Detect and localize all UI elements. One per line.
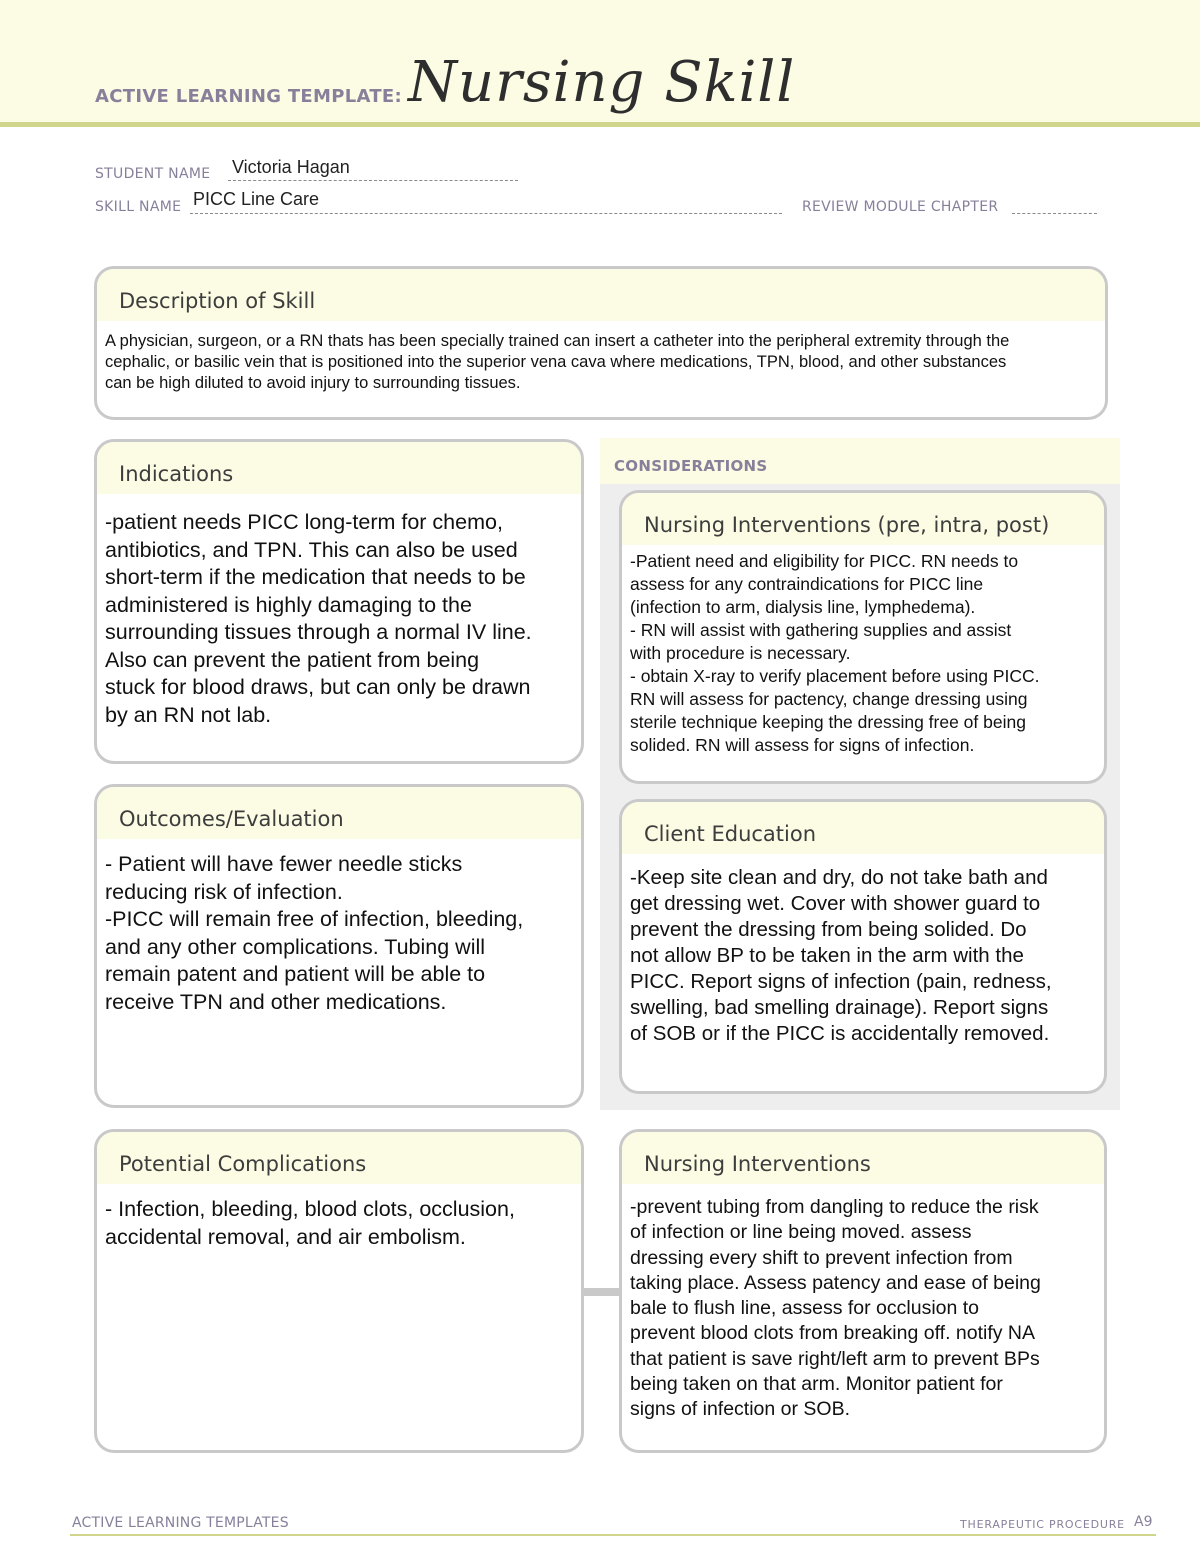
nursing-interventions-ppp-text[interactable]: -Patient need and eligibility for PICC. RN needs to assess for any contraindications for PICC line (infection to arm, dialysis line, lymphedema). - RN will assist with gathering supplies and assist with procedure is necessary. - obtain X-ray to verify placement before using PICC. RN will assess for pactency, change dressing using sterile technique keeping the dressing free of being solided. RN will assess for signs of infection.	[630, 551, 1040, 755]
indications-text[interactable]: -patient needs PICC long-term for chemo, antibiotics, and TPN. This can also be used short-term if the medication that needs to be administered is highly damaging to the surrounding tissues through a normal IV line. Also can prevent the patient from being stuck for blood draws, but can only be drawn by an RN not lab.	[105, 510, 532, 727]
skill-name-field[interactable]: PICC Line Care	[193, 189, 320, 209]
complications-card	[94, 1129, 584, 1453]
complications-text[interactable]: - Infection, bleeding, blood clots, occlusion, accidental removal, and air embolism.	[105, 1197, 515, 1249]
outcomes-card	[94, 784, 584, 1108]
nursing-interventions-heading: Nursing Interventions	[622, 1132, 1104, 1184]
footer-right: THERAPEUTIC PROCEDURE	[960, 1518, 1125, 1531]
student-name-line	[228, 180, 518, 181]
page-number: A9	[1134, 1514, 1153, 1530]
description-card	[94, 266, 1108, 420]
nursing-interventions-ppp-heading: Nursing Interventions (pre, intra, post)	[622, 493, 1104, 545]
card-connector	[583, 1288, 621, 1296]
header-rule	[0, 122, 1200, 127]
outcomes-text[interactable]: - Patient will have fewer needle sticks reducing risk of infection. -PICC will remain free of infection, bleeding, and any other complications. Tubing will remain patent and patient will be able to receive TPN and other medications.	[105, 852, 524, 1014]
client-education-text[interactable]: -Keep site clean and dry, do not take bath and get dressing wet. Cover with shower guard to prevent the dressing from being solided. Do not allow BP to be taken in the arm with the PICC. Report signs of infection (pain, redness, swelling, bad smelling drainage). Report signs of SOB or if the PICC is accidentally removed.	[630, 866, 1052, 1045]
nursing-interventions-card	[619, 1129, 1107, 1453]
footer-rule	[70, 1534, 1156, 1536]
skill-name-label: SKILL NAME	[95, 199, 182, 215]
client-education-heading: Client Education	[622, 802, 1104, 854]
description-text[interactable]: A physician, surgeon, or a RN thats has been specially trained can insert a catheter into the peripheral extremity through the cephalic, or basilic vein that is positioned into the superior vena cava where medications, TPN, blood, and other substances can be high diluted to avoid injury to surrounding tissues.	[105, 332, 1010, 392]
indications-heading: Indications	[97, 442, 581, 494]
template-label: ACTIVE LEARNING TEMPLATE:	[95, 86, 402, 107]
outcomes-heading: Outcomes/Evaluation	[97, 787, 581, 839]
student-name-field[interactable]: Victoria Hagan	[232, 157, 350, 177]
considerations-label: CONSIDERATIONS	[614, 457, 768, 475]
complications-heading: Potential Complications	[97, 1132, 581, 1184]
indications-card	[94, 439, 584, 764]
client-education-card	[619, 799, 1107, 1094]
review-module-label: REVIEW MODULE CHAPTER	[802, 199, 999, 215]
review-module-line	[1012, 213, 1097, 214]
footer-left: ACTIVE LEARNING TEMPLATES	[72, 1515, 289, 1531]
skill-name-line	[190, 213, 782, 214]
student-name-label: STUDENT NAME	[95, 166, 211, 182]
nursing-interventions-text[interactable]: -prevent tubing from dangling to reduce the risk of infection or line being moved. assess dressing every shift to prevent infection from taking place. Assess patency and ease of being bale to flush line, assess for occlusion to prevent blood clots from breaking off. notify NA that patient is save right/left arm to prevent BPs being taken on that arm. Monitor patient for signs of infection or SOB.	[630, 1196, 1041, 1421]
page-title: Nursing Skill	[408, 50, 796, 115]
nursing-interventions-ppp-card	[619, 490, 1107, 784]
description-heading: Description of Skill	[97, 269, 1105, 321]
